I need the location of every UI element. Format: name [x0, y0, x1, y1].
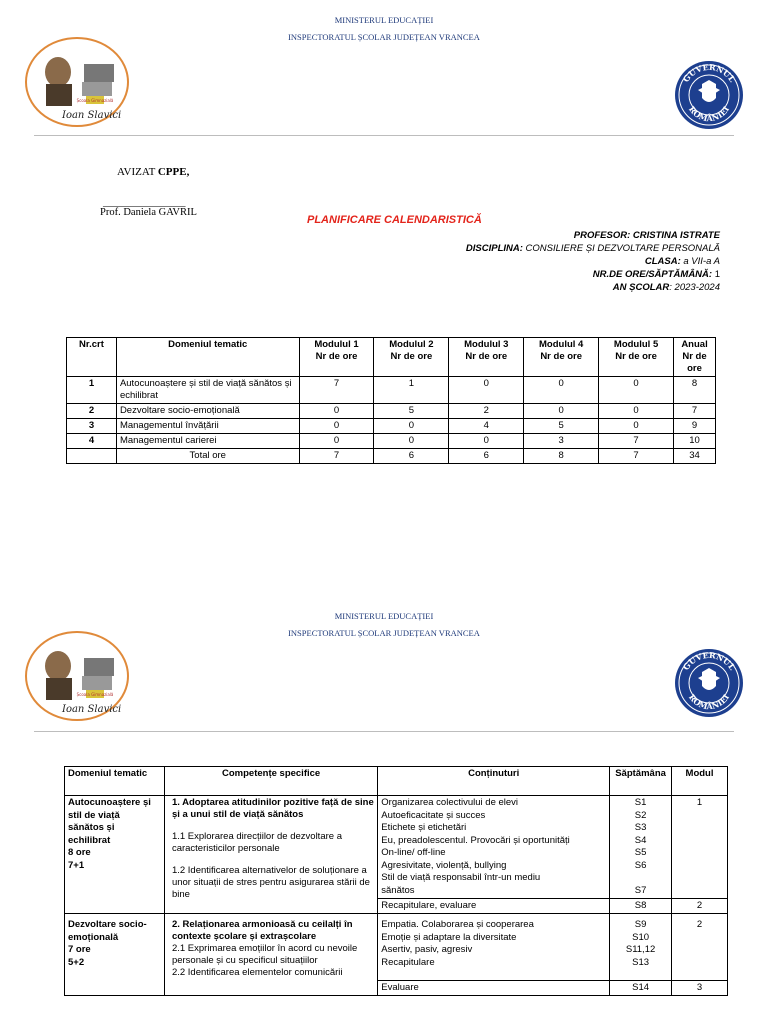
ministry-title-2: MINISTERUL EDUCAȚIEI	[334, 611, 434, 621]
table-cell: 5	[374, 404, 449, 419]
col-modul-5: Modulul 5 Nr de ore	[599, 338, 674, 377]
table-row	[67, 404, 716, 419]
seal-text-bottom: ROMÂNIEI	[686, 692, 732, 712]
info-disciplina: DISCIPLINA: CONSILIERE ȘI DEZVOLTARE PERSONALĂ	[465, 243, 720, 254]
col-domeniu: Domeniul tematic	[116, 338, 299, 377]
competences-cell	[164, 914, 377, 996]
info-profesor: PROFESOR: CRISTINA ISTRATE	[573, 230, 720, 241]
table-cell	[67, 449, 117, 464]
table-cell: 0	[599, 404, 674, 419]
table-cell: 6	[449, 449, 524, 464]
info-ore: NR.DE ORE/SĂPTĂMÂNĂ: 1	[592, 269, 720, 280]
competence-item: 1.1 Explorarea direcțiilor de dezvoltare a caracteristicilor personale	[171, 831, 342, 854]
table-cell: 3	[524, 434, 599, 449]
table-cell: 4	[67, 434, 117, 449]
inspectorate-title: INSPECTORATUL ȘCOLAR JUDEȚEAN VRANCEA	[288, 32, 480, 42]
table-cell: 7	[674, 404, 716, 419]
seal-text-bottom: ROMÂNIEI	[686, 104, 732, 124]
table-row	[67, 434, 716, 449]
table-cell: 9	[674, 419, 716, 434]
table-cell: 7	[299, 377, 374, 404]
table-cell: 0	[524, 404, 599, 419]
course-info	[320, 229, 720, 294]
competences-cell	[164, 796, 377, 914]
col-saptamana: Săptămâna	[610, 767, 672, 796]
approver-name: Prof. Daniela GAVRIL	[100, 207, 197, 218]
table-cell: 34	[674, 449, 716, 464]
school-logo-signature: Ioan Slavici	[62, 704, 122, 715]
inspectorate-title-2: INSPECTORATUL ȘCOLAR JUDEȚEAN VRANCEA	[288, 628, 480, 638]
table-cell: 1	[67, 377, 117, 404]
table-cell: 7	[599, 434, 674, 449]
table-cell: Managementul învățării	[116, 419, 299, 434]
government-seal	[674, 60, 744, 135]
col-modul-4: Modulul 4 Nr de ore	[524, 338, 599, 377]
eval-week: S14	[610, 981, 672, 996]
table-row	[65, 914, 728, 981]
col-continuturi: Conținuturi	[378, 767, 610, 796]
table-cell: 0	[449, 377, 524, 404]
table-row	[67, 377, 716, 404]
ministry-title: MINISTERUL EDUCAȚIEI	[334, 15, 434, 25]
table-cell: 2	[67, 404, 117, 419]
module-cell: 2	[672, 914, 728, 981]
total-row	[67, 449, 716, 464]
signature-line: _______________	[103, 196, 186, 208]
col-modul: Modul	[672, 767, 728, 796]
hours-table-header	[67, 338, 716, 377]
hours-table	[66, 337, 716, 464]
col-domeniu-tematic: Domeniul tematic	[65, 767, 165, 796]
school-logo-2	[24, 630, 130, 727]
approval-label: AVIZAT CPPE,	[117, 166, 190, 178]
header-divider	[34, 135, 734, 136]
table-cell: Managementul carierei	[116, 434, 299, 449]
eval-module: 2	[672, 899, 728, 914]
table-cell: 6	[374, 449, 449, 464]
table-cell: 10	[674, 434, 716, 449]
eval-week: S8	[610, 899, 672, 914]
table-cell: 0	[299, 404, 374, 419]
info-clasa: CLASA: a VII-a A	[644, 256, 720, 267]
eval-content: Evaluare	[378, 981, 610, 996]
table-cell: Dezvoltare socio-emoțională	[116, 404, 299, 419]
table-row	[65, 796, 728, 899]
domain-cell: Autocunoaștere și stil de viață sănătos și echilibrat 8 ore 7+1	[65, 796, 165, 914]
seal-text-top: GUVERNUL	[680, 649, 738, 672]
competence-item: 2.1 Exprimarea emoțiilor în acord cu nevoile personale și cu specificul situațiilor	[171, 943, 358, 966]
school-logo-badge: Școala Gimnazială	[76, 98, 114, 103]
table-row	[67, 419, 716, 434]
table-cell: 0	[374, 419, 449, 434]
table-cell: 4	[449, 419, 524, 434]
total-label: Total ore	[116, 449, 299, 464]
table-cell: 0	[449, 434, 524, 449]
col-modul-2: Modulul 2 Nr de ore	[374, 338, 449, 377]
weeks-cell: S1 S2 S3 S4 S5 S6 S7	[610, 796, 672, 899]
table-cell: 0	[299, 419, 374, 434]
table-cell: 7	[599, 449, 674, 464]
eval-module: 3	[672, 981, 728, 996]
plan-table-header	[65, 767, 728, 796]
eval-content: Recapitulare, evaluare	[378, 899, 610, 914]
table-cell: 2	[449, 404, 524, 419]
table-cell: 1	[374, 377, 449, 404]
seal-text-top: GUVERNUL	[680, 61, 738, 84]
competence-main: 1. Adoptarea atitudinilor pozitive față de sine și a unui stil de viață sănătos	[171, 797, 374, 820]
table-cell: 5	[524, 419, 599, 434]
table-cell: 7	[299, 449, 374, 464]
table-cell: 0	[374, 434, 449, 449]
school-logo-badge: Școala Gimnazială	[76, 692, 114, 697]
col-anual: Anual Nr de ore	[674, 338, 716, 377]
col-nrcrt: Nr.crt	[67, 338, 117, 377]
col-modul-1: Modulul 1 Nr de ore	[299, 338, 374, 377]
header-divider-2	[34, 731, 734, 732]
school-logo	[24, 36, 130, 133]
table-cell: 8	[524, 449, 599, 464]
weeks-cell: S9 S10 S11,12 S13	[610, 914, 672, 981]
table-cell: Autocunoaștere și stil de viață sănătos și echilibrat	[116, 377, 299, 404]
competence-item: 2.2 Identificarea elementelor comunicării	[171, 967, 343, 978]
module-cell: 1	[672, 796, 728, 899]
competence-main: 2. Relaționarea armonioasă cu ceilalți în contexte școlare și extrașcolare	[171, 919, 353, 942]
table-cell: 8	[674, 377, 716, 404]
government-seal-2	[674, 648, 744, 723]
page-title: PLANIFICARE CALENDARISTICĂ	[307, 214, 482, 226]
table-cell: 0	[599, 377, 674, 404]
plan-table	[64, 766, 728, 996]
contents-cell: Organizarea colectivului de elevi Autoeficacitate și succes Etichete și etichetări Eu, preadolescentul. Provocări și oportunități On-line/ off-line Agresivitate, violență, bullying Stil de viață responsabil într-un mediu sănătos	[378, 796, 610, 899]
table-cell: 0	[524, 377, 599, 404]
domain-cell: Dezvoltare socio- emoțională 7 ore 5+2	[65, 914, 165, 996]
table-cell: 3	[67, 419, 117, 434]
competence-item: 1.2 Identificarea alternativelor de soluționare a unor situații de stres pentru asigurarea stării de bine	[171, 865, 370, 900]
table-cell: 0	[599, 419, 674, 434]
col-modul-3: Modulul 3 Nr de ore	[449, 338, 524, 377]
contents-cell: Empatia. Colaborarea și cooperarea Emoție și adaptare la diversitate Asertiv, pasiv, agresiv Recapitulare	[378, 914, 610, 981]
table-cell: 0	[299, 434, 374, 449]
col-competente: Competențe specifice	[164, 767, 377, 796]
info-an: AN ȘCOLAR: 2023-2024	[612, 282, 720, 293]
school-logo-signature: Ioan Slavici	[62, 110, 122, 121]
